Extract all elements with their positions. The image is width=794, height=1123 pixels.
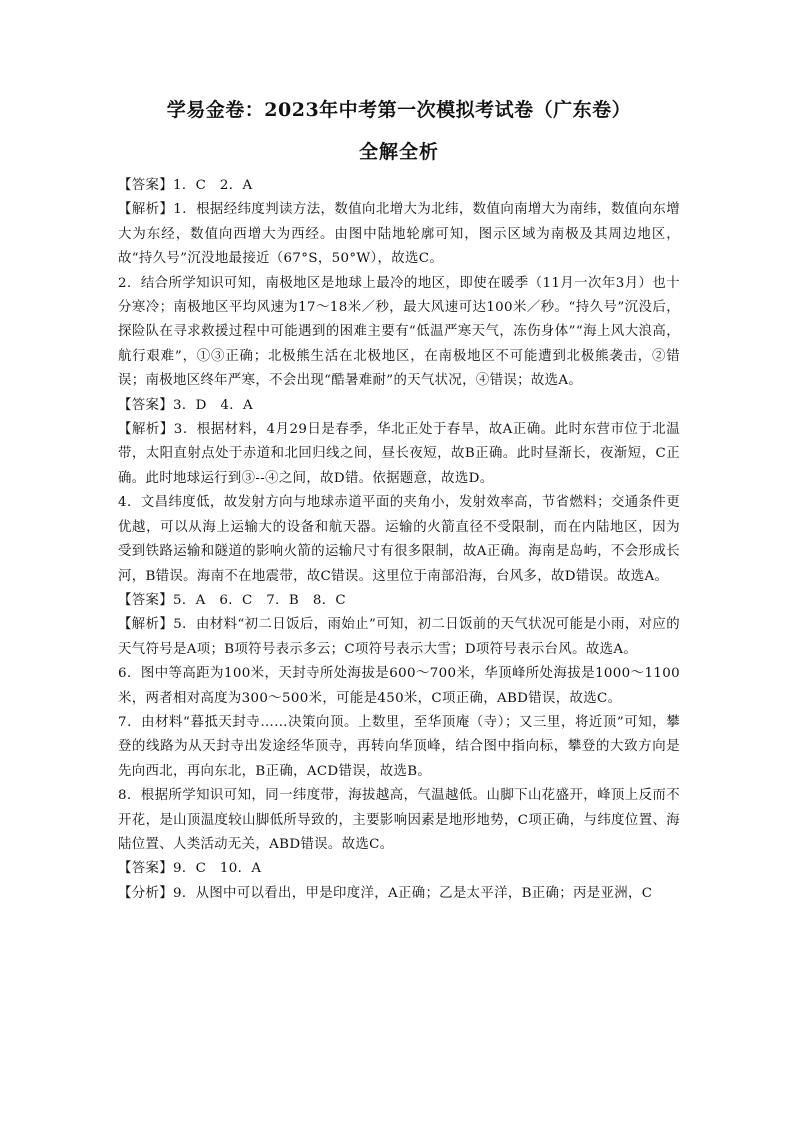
- analysis-9: 【分析】9．从图中可以看出，甲是印度洋，A正确；乙是太平洋，B正确；丙是亚洲，C: [118, 885, 653, 901]
- analysis-3: 【解析】3．根据材料，4月29日是春季，华北正处于春旱，故A正确。此时东营市位于北温带，太阳直射点处于赤道和北回归线之间，昼长夜短，故B正确。此时昼渐长，夜渐短，C正确。此时地球运行到③--④之间，故D错。依据题意，故选D。: [118, 422, 680, 486]
- analysis-8: 8．根据所学知识可知，同一纬度带，海拔越高，气温越低。山脚下山花盛开，峰顶上反而不开花，是山顶温度较山脚低所导致的，主要影响因素是地形地势，C项正确，与纬度位置、海陆位置、人类活动无关，ABD错误。故选C。: [118, 788, 680, 852]
- analysis-2: 2．结合所学知识可知，南极地区是地球上最冷的地区，即使在暖季（11月一次年3月）也十分寒冷；南极地区平均风速为17～18米／秒，最大风速可达100米／秒。“持久号”沉没后，探险队在寻求救援过程中可能遇到的困难主要有“低温严寒天气，冻伤身体”“海上风大浪高，航行艰难”，①③正确；北极熊生活在北极地区，在南极地区不可能遭到北极熊袭击，②错误；南极地区终年严寒，不会出现“酷暑难耐”的天气状况，④错误；故选A。: [118, 275, 680, 389]
- answer-1-2: 【答案】1．C 2．A: [118, 178, 253, 193]
- answer-5-8: 【答案】5．A 6．C 7．B 8．C: [118, 592, 347, 608]
- analysis-6: 6．图中等高距为100米，天封寺所处海拔是600～700米，华顶峰所处海拔是1000～1100米，两者相对高度为300～500米，可能是450米，C项正确，ABD错误，故选C。: [118, 666, 680, 706]
- analysis-4: 4．文昌纬度低，故发射方向与地球赤道平面的夹角小，发射效率高，节省燃料；交通条件更优越，可以从海上运输大的设备和航天器。运输的火箭直径不受限制，而在内陆地区，因为受到铁路运输和隧道的影响火箭的运输尺寸有很多限制，故A正确。海南是岛屿，不会形成长河，B错误。海南不在地震带，故C错误。这里位于南部沿海，台风多，故D错误。故选A。: [118, 495, 680, 584]
- analysis-5: 【解析】5．由材料“初二日饭后，雨始止”可知，初二日饭前的天气状况可能是小雨，对应的天气符号是A项；B项符号表示多云；C项符号表示大雪；D项符号表示台风。故选A。: [118, 617, 680, 657]
- document-title: 学易金卷：2023年中考第一次模拟考试卷（广东卷）: [166, 99, 632, 121]
- document-subtitle: 全解全析: [358, 141, 439, 163]
- analysis-7: 7．由材料“暮抵天封寺……决策向顶。上数里，至华顶庵（寺）；又三里，将近顶”可知，攀登的线路为从天封寺出发途经华顶寺，再转向华顶峰，结合图中指向标，攀登的大致方向是先向西北，再向东北，B正确，ACD错误，故选B。: [118, 714, 680, 779]
- analysis-1: 【解析】1．根据经纬度判读方法，数值向北增大为北纬，数值向南增大为南纬，数值向东增大为东经，数值向西增大为西经。由图中陆地轮廓可知，图示区域为南极及其周边地区，故“持久号”沉没地最接近（67°S，50°W），故选C。: [118, 202, 680, 267]
- answer-3-4: 【答案】3．D 4．A: [118, 397, 254, 413]
- answer-9-10: 【答案】9．C 10．A: [118, 861, 262, 877]
